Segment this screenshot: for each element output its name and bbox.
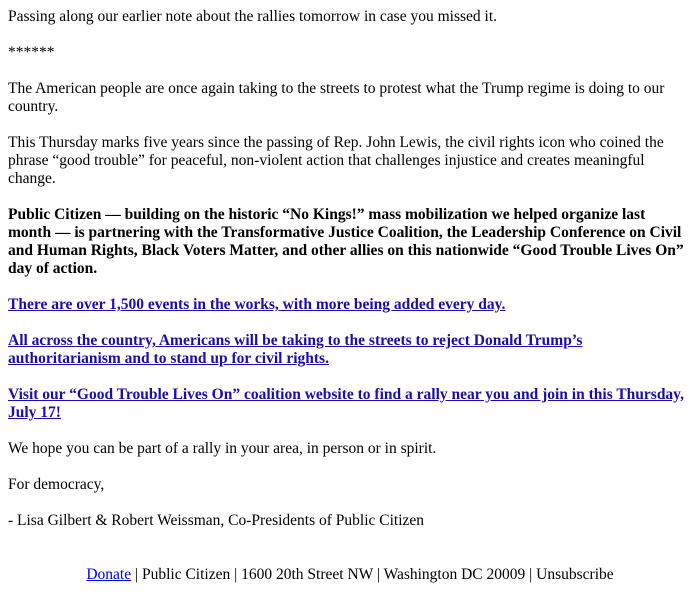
footer-separator: | — [525, 566, 537, 583]
signature-text: - Lisa Gilbert & Robert Weissman, Co-Presidents of Public Citizen — [8, 512, 425, 529]
unsubscribe-link[interactable]: Unsubscribe — [536, 566, 614, 583]
donate-link[interactable]: Donate — [86, 566, 132, 583]
paragraph-partnership: Public Citizen — building on the historic “No Kings!” mass mobilization we helped organize last month — is partnering with the Transformative Justice Coalition, the Leadership Conference on Civil and Human Rights, Black Voters Matter, and other allies on this nationwide “Good Trouble Lives On” day of action. — [8, 206, 684, 277]
email-footer — [0, 566, 700, 584]
intro-text: Passing along our earlier note about the rallies tomorrow in case you missed it. — [8, 8, 497, 25]
streets-link[interactable]: All across the country, Americans will be taking to the streets to reject Donald Trump’s authoritarianism and to stand up for civil rights. — [8, 332, 583, 367]
separator: ****** — [8, 44, 55, 61]
footer-separator: | — [131, 566, 142, 583]
events-link[interactable]: There are over 1,500 events in the works, with more being added every day. — [8, 296, 506, 313]
closing-text: For democracy, — [8, 476, 105, 493]
footer-separator: | — [230, 566, 242, 583]
footer-city: Washington DC 20009 — [383, 566, 526, 583]
paragraph-john-lewis: This Thursday marks five years since the passing of Rep. John Lewis, the civil rights icon who coined the phrase “good trouble” for peaceful, non-violent action that challenges injustice and creates meaningful change. — [8, 134, 664, 187]
paragraph-streets: The American people are once again taking to the streets to protest what the Trump regime is doing to our country. — [8, 80, 665, 115]
coalition-website-link[interactable]: Visit our “Good Trouble Lives On” coalition website to find a rally near you and join in this Thursday, July 17! — [8, 386, 684, 421]
paragraph-hope: We hope you can be part of a rally in your area, in person or in spirit. — [8, 440, 437, 457]
footer-separator: | — [373, 566, 384, 583]
footer-org-name: Public Citizen — [141, 566, 231, 583]
footer-address: 1600 20th Street NW — [241, 566, 373, 583]
